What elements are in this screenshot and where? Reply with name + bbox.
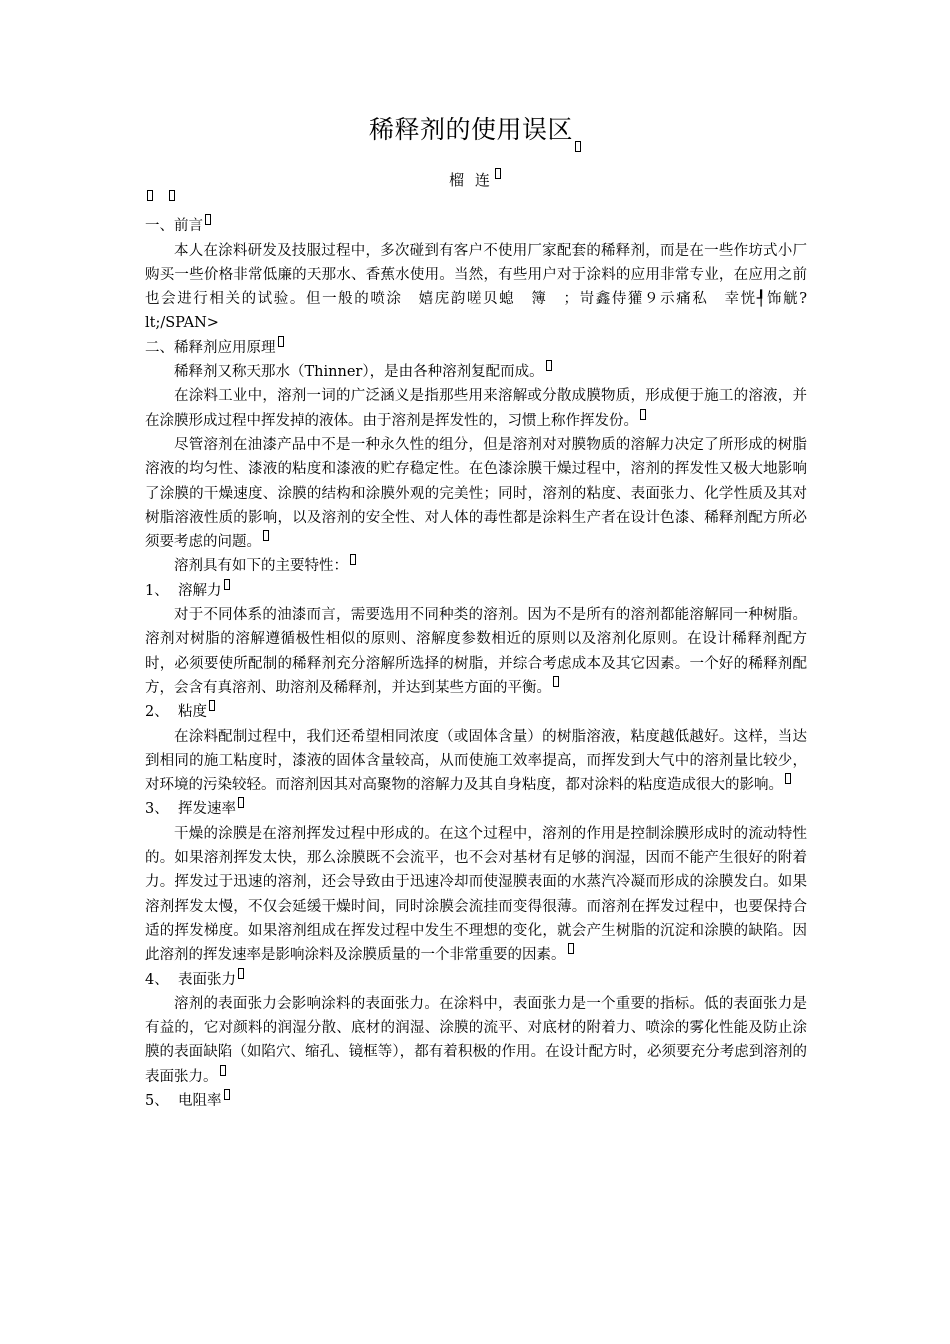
- unknown-glyph-icon: [495, 168, 501, 179]
- paragraph-text: 干燥的涂膜是在溶剂挥发过程中形成的。在这个过程中，溶剂的作用是控制涂膜形成时的流动特性的。如果溶剂挥发太快，那么涂膜既不会流平，也不会对基材有足够的润湿，因而不能产生很好的附着力。挥发过于迅速的溶剂，还会导致由于迅速冷却而使湿膜表面的水蒸汽冷凝而形成的涂膜发白。如果溶剂挥发太慢，不仅会延缓干燥时间，同时涂膜会流挂而变得很薄。而溶剂在挥发过程中，也要保持合适的挥发梯度。如果溶剂组成在挥发过程中发生不理想的变化，就会产生树脂的沉淀和涂膜的缺陷。因此溶剂的挥发速率是影响涂料及涂膜质量的一个非常重要的因素。: [145, 825, 807, 964]
- item-number: 5、: [145, 1092, 169, 1109]
- section-heading-text: 一、前言: [145, 218, 203, 235]
- unknown-glyph-icon: [169, 190, 175, 201]
- item-paragraph-3: [145, 822, 807, 968]
- item-heading-text: 粘度: [178, 704, 207, 721]
- unknown-glyph-icon: [205, 214, 211, 225]
- paragraph-text: 在涂料配制过程中，我们还希望相同浓度（或固体含量）的树脂溶液，粘度越低越好。这样，当达到相同的施工粘度时，漆液的固体含量较高，从而使施工效率提高，而挥发到大气中的溶剂量比较少，对环境的污染较轻。而溶剂因其对高聚物的溶解力及其自身粘度，都对涂料的粘度造成很大的影响。: [145, 728, 807, 794]
- unknown-glyph-icon: [546, 360, 552, 371]
- paragraph-text: 稀释剂又称天那水（Thinner），是由各种溶剂复配而成。: [174, 364, 544, 381]
- item-paragraph-4: [145, 992, 807, 1089]
- unknown-glyph-icon: [224, 579, 230, 590]
- item-heading-2: [145, 700, 807, 724]
- unknown-glyph-icon: [147, 190, 153, 201]
- paragraph-text: 本人在涂料研发及技服过程中，多次碰到有客户不使用厂家配套的稀释剂，而是在一些作坊式小厂购买一些价格非常低廉的天那水、香蕉水使用。当然，有些用户对于涂料的应用非常专业，在应用之前也会进行相关的试验。但一般的喷涂 嬉庑韵嗟贝螅 簿 ；岢鑫侍獾９示痛私 幸恍┦饰觥?lt;/SPAN>: [145, 242, 807, 332]
- item-number: 2、: [145, 704, 169, 721]
- section-heading-text: 二、稀释剂应用原理: [145, 339, 276, 356]
- paragraph-principle-2: [145, 384, 807, 433]
- unknown-glyph-icon: [238, 968, 244, 979]
- unknown-glyph-icon: [568, 943, 574, 954]
- item-heading-4: [145, 968, 807, 992]
- unknown-glyph-icon: [220, 1065, 226, 1076]
- paragraph-text: 对于不同体系的油漆而言，需要选用不同种类的溶剂。因为不是所有的溶剂都能溶解同一种树脂。溶剂对树脂的溶解遵循极性相似的原则、溶解度参数相近的原则以及溶剂化原则。在设计稀释剂配方时，必须要使所配制的稀释剂充分溶解所选择的树脂，并综合考虑成本及其它因素。一个好的稀释剂配方，会含有真溶剂、助溶剂及稀释剂，并达到某些方面的平衡。: [145, 607, 807, 696]
- paragraph-text: 溶剂的表面张力会影响涂料的表面张力。在涂料中，表面张力是一个重要的指标。低的表面张力是有益的，它对颜料的润湿分散、底材的润湿、涂膜的流平、对底材的附着力、喷涂的雾化性能及防止涂膜的表面缺陷（如陷穴、缩孔、镜框等），都有着积极的作用。在设计配方时，必须要充分考虑到溶剂的表面张力。: [145, 995, 807, 1085]
- item-number: 4、: [145, 971, 169, 988]
- item-heading-5: [145, 1089, 807, 1113]
- item-paragraph-2: [145, 725, 807, 798]
- document-title: [0, 112, 950, 148]
- paragraph-principle-3: [145, 433, 807, 554]
- unknown-glyph-icon: [209, 700, 215, 711]
- document-author: [0, 168, 950, 192]
- unknown-glyph-icon: [263, 530, 269, 541]
- unknown-glyph-icon: [553, 676, 559, 687]
- paragraph-intro: [145, 239, 807, 336]
- unknown-glyph-icon: [224, 1089, 230, 1100]
- section-heading-principle: [145, 336, 807, 360]
- document-body: [145, 190, 807, 1113]
- item-heading-text: 溶解力: [178, 582, 222, 599]
- item-heading-text: 表面张力: [178, 971, 236, 988]
- item-number: 3、: [145, 801, 169, 818]
- paragraph-properties-intro: [145, 554, 807, 578]
- stray-marks-line: [145, 190, 807, 214]
- paragraph-text: 在涂料工业中，溶剂一词的广泛涵义是指那些用来溶解或分散成膜物质，形成便于施工的溶液，并在涂膜形成过程中挥发掉的液体。由于溶剂是挥发性的，习惯上称作挥发份。: [145, 388, 807, 429]
- unknown-glyph-icon: [575, 141, 581, 152]
- item-heading-text: 挥发速率: [178, 801, 236, 818]
- unknown-glyph-icon: [785, 773, 791, 784]
- item-heading-text: 电阻率: [178, 1092, 222, 1109]
- item-heading-3: [145, 797, 807, 821]
- unknown-glyph-icon: [278, 336, 284, 347]
- section-heading-intro: [145, 214, 807, 238]
- unknown-glyph-icon: [640, 409, 646, 420]
- item-number: 1、: [145, 582, 169, 599]
- title-text: 稀释剂的使用误区: [368, 115, 573, 144]
- paragraph-text: 溶剂具有如下的主要特性：: [174, 558, 348, 575]
- item-heading-1: [145, 579, 807, 603]
- item-paragraph-1: [145, 603, 807, 700]
- paragraph-principle-1: [145, 360, 807, 384]
- unknown-glyph-icon: [350, 554, 356, 565]
- paragraph-text: 尽管溶剂在油漆产品中不是一种永久性的组分，但是溶剂对对膜物质的溶解力决定了所形成的树脂溶液的均匀性、漆液的粘度和漆液的贮存稳定性。在色漆涂膜干燥过程中，溶剂的挥发性又极大地影响了涂膜的干燥速度、涂膜的结构和涂膜外观的完美性；同时，溶剂的粘度、表面张力、化学性质及其对树脂溶液性质的影响，以及溶剂的安全性、对人体的毒性都是涂料生产者在设计色漆、稀释剂配方所必须要考虑的问题。: [145, 436, 807, 551]
- unknown-glyph-icon: [238, 797, 244, 808]
- author-text: 榴 连: [449, 171, 493, 189]
